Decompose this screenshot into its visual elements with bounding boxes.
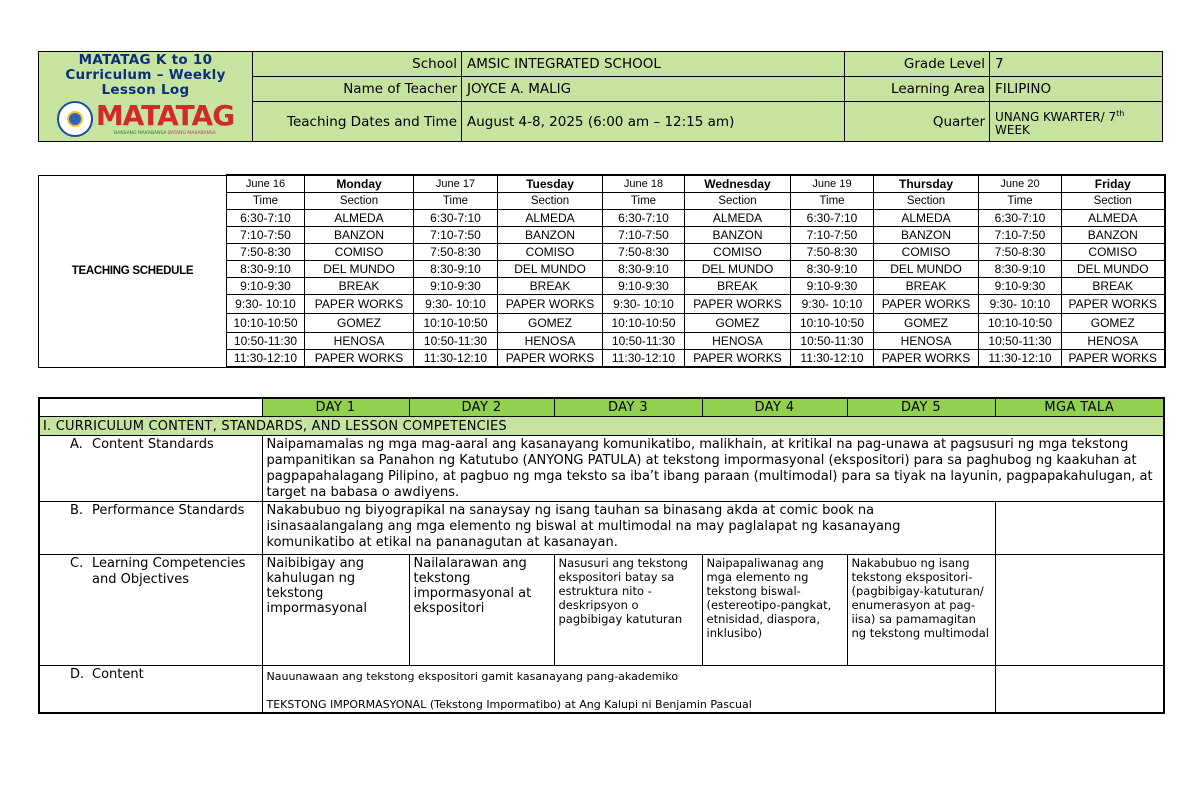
schedule-section-cell: GOMEZ (305, 314, 414, 333)
content-label-cell: D. Content (39, 666, 262, 714)
schedule-day-name-3: Wednesday (685, 175, 791, 193)
schedule-time-cell: 9:10-9:30 (227, 278, 305, 295)
schedule-section-cell: ALMEDA (498, 210, 603, 227)
brand-cell (39, 52, 253, 142)
schedule-time-cell: 10:10-10:50 (227, 314, 305, 333)
content-line-1: Nauunawaan ang tekstong ekspositori gamit kasanayang pang-akademiko (266, 670, 679, 683)
schedule-section-cell: PAPER WORKS (305, 295, 414, 314)
schedule-section-cell: GOMEZ (874, 314, 979, 333)
schedule-section-cell: DEL MUNDO (1062, 261, 1165, 278)
schedule-section-cell: HENOSA (305, 333, 414, 350)
schedule-time-cell: 6:30-7:10 (979, 210, 1062, 227)
schedule-time-cell: 10:50-11:30 (414, 333, 498, 350)
schedule-time-cell: 9:30- 10:10 (603, 295, 685, 314)
schedule-time-cell: 6:30-7:10 (603, 210, 685, 227)
schedule-time-cell: 7:10-7:50 (979, 227, 1062, 244)
section-title: I. CURRICULUM CONTENT, STANDARDS, AND LESSON COMPETENCIES (39, 417, 1164, 436)
schedule-section-header: Section (305, 193, 414, 210)
teacher-value: JOYCE A. MALIG (462, 77, 845, 102)
schedule-time-cell: 7:10-7:50 (603, 227, 685, 244)
schedule-time-header: Time (227, 193, 305, 210)
schedule-time-cell: 9:10-9:30 (791, 278, 874, 295)
school-label: School (253, 52, 462, 77)
schedule-time-cell: 10:50-11:30 (603, 333, 685, 350)
schedule-time-cell: 9:10-9:30 (979, 278, 1062, 295)
competencies-label: Learning Competencies and Objectives (92, 556, 246, 587)
schedule-section-cell: DEL MUNDO (685, 261, 791, 278)
competency-day-3: Nasusuri ang tekstong ekspositori batay sa estruktura nito -deskripsyon o pagbibigay katuturan (554, 555, 702, 666)
schedule-section-cell: DEL MUNDO (305, 261, 414, 278)
schedule-section-cell: HENOSA (498, 333, 603, 350)
schedule-time-cell: 7:10-7:50 (227, 227, 305, 244)
schedule-day-row (39, 175, 1165, 193)
performance-standards-notes (995, 502, 1164, 555)
competency-day-4: Naipapaliwanag ang mga elemento ng tekstong biswal-(estereotipo-pangkat, etnisidad, diaspora, inklusibo) (702, 555, 847, 666)
day-header-5: DAY 5 (847, 398, 995, 417)
schedule-time-cell: 7:50-8:30 (603, 244, 685, 261)
schedule-date-2: June 17 (414, 175, 498, 193)
schedule-time-cell: 11:30-12:10 (791, 350, 874, 368)
schedule-time-cell: 9:10-9:30 (414, 278, 498, 295)
quarter-label: Quarter (845, 102, 990, 142)
schedule-time-cell: 6:30-7:10 (414, 210, 498, 227)
schedule-section-cell: GOMEZ (498, 314, 603, 333)
schedule-time-header: Time (603, 193, 685, 210)
schedule-time-cell: 10:10-10:50 (414, 314, 498, 333)
brand-title: MATATAG K to 10 Curriculum – Weekly Lesson Log (65, 52, 226, 98)
competencies-notes (995, 555, 1164, 666)
schedule-section-header: Section (874, 193, 979, 210)
schedule-date-1: June 16 (227, 175, 305, 193)
matatag-tagline: BANSANG MAKABANSA BATANG MAKABANSA (114, 131, 216, 136)
schedule-time-cell: 10:10-10:50 (979, 314, 1062, 333)
schedule-time-cell: 10:10-10:50 (791, 314, 874, 333)
schedule-day-name-5: Friday (1062, 175, 1165, 193)
schedule-time-cell: 7:50-8:30 (791, 244, 874, 261)
schedule-time-header: Time (791, 193, 874, 210)
schedule-section-header: Section (1062, 193, 1165, 210)
schedule-time-cell: 10:50-11:30 (227, 333, 305, 350)
schedule-time-cell: 10:10-10:50 (603, 314, 685, 333)
grade-level-label: Grade Level (845, 52, 990, 77)
schedule-section-cell: BREAK (1062, 278, 1165, 295)
schedule-day-name-4: Thursday (874, 175, 979, 193)
day-header-4: DAY 4 (702, 398, 847, 417)
schedule-time-cell: 6:30-7:10 (791, 210, 874, 227)
schedule-time-cell: 9:30- 10:10 (227, 295, 305, 314)
competency-day-5: Nakabubuo ng isang tekstong ekspositori-(pagbibigay-katuturan/ enumerasyon at pag-iisa) sa pamamagitan ng tekstong multimodal (847, 555, 995, 666)
content-label: Content (92, 667, 144, 682)
schedule-section-cell: HENOSA (874, 333, 979, 350)
deped-seal-icon (57, 101, 93, 137)
schedule-time-cell: 8:30-9:10 (227, 261, 305, 278)
schedule-time-cell: 7:10-7:50 (791, 227, 874, 244)
schedule-time-cell: 8:30-9:10 (414, 261, 498, 278)
schedule-section-cell: COMISO (874, 244, 979, 261)
learning-area-label: Learning Area (845, 77, 990, 102)
day-header-1: DAY 1 (262, 398, 409, 417)
lesson-log-header (38, 51, 1163, 142)
competencies-label-cell: C. Learning Competencies and Objectives (39, 555, 262, 666)
schedule-time-cell: 8:30-9:10 (979, 261, 1062, 278)
brand-logos (39, 101, 252, 137)
teaching-schedule-table (38, 174, 1166, 368)
schedule-day-name-1: Monday (305, 175, 414, 193)
schedule-section-cell: BREAK (305, 278, 414, 295)
schedule-time-cell: 7:10-7:50 (414, 227, 498, 244)
day-header-blank (39, 398, 262, 417)
schedule-time-cell: 11:30-12:10 (227, 350, 305, 368)
schedule-section-cell: ALMEDA (1062, 210, 1165, 227)
schedule-section-cell: BREAK (498, 278, 603, 295)
schedule-section-cell: DEL MUNDO (874, 261, 979, 278)
schedule-time-cell: 9:30- 10:10 (791, 295, 874, 314)
schedule-time-cell: 7:50-8:30 (414, 244, 498, 261)
teaching-dates-label: Teaching Dates and Time (253, 102, 462, 142)
schedule-section-cell: BREAK (685, 278, 791, 295)
performance-standards-text: Nakabubuo ng biyograpikal na sanaysay ng isang tauhan sa binasang akda at comic book na isinasaalangalang ang mga elemento ng biswal at multimodal na may paglalapat ng kasanayang komunikatibo at etikal na pananagutan at kasanayan. (262, 502, 995, 555)
schedule-time-cell: 10:50-11:30 (979, 333, 1062, 350)
content-standards-label: Content Standards (92, 437, 214, 452)
section-header-row (39, 417, 1164, 436)
content-text (262, 666, 995, 714)
schedule-section-header: Section (498, 193, 603, 210)
teaching-schedule-label: TEACHING SCHEDULE (39, 175, 227, 367)
schedule-section-cell: BREAK (874, 278, 979, 295)
competency-day-2: Nailalarawan ang tekstong impormasyonal at ekspositori (409, 555, 554, 666)
schedule-section-cell: ALMEDA (305, 210, 414, 227)
schedule-section-cell: BANZON (874, 227, 979, 244)
schedule-time-cell: 10:50-11:30 (791, 333, 874, 350)
schedule-section-cell: BANZON (305, 227, 414, 244)
schedule-section-cell: COMISO (305, 244, 414, 261)
quarter-value: UNANG KWARTER/ 7th WEEK (990, 102, 1163, 142)
schedule-time-cell: 11:30-12:10 (979, 350, 1062, 368)
schedule-date-3: June 18 (603, 175, 685, 193)
day-header-3: DAY 3 (554, 398, 702, 417)
schedule-time-cell: 11:30-12:10 (414, 350, 498, 368)
daily-lesson-log-table (38, 397, 1165, 714)
schedule-section-cell: PAPER WORKS (874, 350, 979, 368)
schedule-section-cell: COMISO (685, 244, 791, 261)
schedule-date-4: June 19 (791, 175, 874, 193)
content-notes (995, 666, 1164, 714)
schedule-section-cell: PAPER WORKS (498, 350, 603, 368)
notes-header: MGA TALA (995, 398, 1164, 417)
schedule-time-cell: 8:30-9:10 (603, 261, 685, 278)
content-standards-row (39, 436, 1164, 502)
day-header-row (39, 398, 1164, 417)
schedule-section-cell: COMISO (498, 244, 603, 261)
schedule-section-cell: PAPER WORKS (874, 295, 979, 314)
schedule-time-cell: 9:30- 10:10 (414, 295, 498, 314)
performance-standards-row (39, 502, 1164, 555)
schedule-section-cell: HENOSA (685, 333, 791, 350)
teacher-label: Name of Teacher (253, 77, 462, 102)
performance-standards-label-cell: B. Performance Standards (39, 502, 262, 555)
schedule-time-cell: 8:30-9:10 (791, 261, 874, 278)
content-row (39, 666, 1164, 714)
schedule-section-cell: BANZON (1062, 227, 1165, 244)
schedule-section-cell: GOMEZ (1062, 314, 1165, 333)
schedule-section-cell: COMISO (1062, 244, 1165, 261)
performance-standards-label: Performance Standards (92, 503, 245, 518)
schedule-section-cell: PAPER WORKS (685, 350, 791, 368)
learning-area-value: FILIPINO (990, 77, 1163, 102)
schedule-section-cell: PAPER WORKS (1062, 295, 1165, 314)
grade-level-value: 7 (990, 52, 1163, 77)
schedule-date-5: June 20 (979, 175, 1062, 193)
schedule-section-cell: ALMEDA (874, 210, 979, 227)
schedule-time-cell: 9:10-9:30 (603, 278, 685, 295)
schedule-section-cell: ALMEDA (685, 210, 791, 227)
schedule-time-cell: 7:50-8:30 (979, 244, 1062, 261)
schedule-section-cell: BANZON (498, 227, 603, 244)
schedule-section-cell: PAPER WORKS (498, 295, 603, 314)
schedule-section-cell: GOMEZ (685, 314, 791, 333)
schedule-section-cell: BANZON (685, 227, 791, 244)
matatag-logo: MATATAG (95, 99, 235, 132)
school-value: AMSIC INTEGRATED SCHOOL (462, 52, 845, 77)
schedule-time-cell: 7:50-8:30 (227, 244, 305, 261)
competencies-row (39, 555, 1164, 666)
schedule-time-cell: 6:30-7:10 (227, 210, 305, 227)
schedule-section-cell: PAPER WORKS (305, 350, 414, 368)
schedule-section-header: Section (685, 193, 791, 210)
schedule-section-cell: PAPER WORKS (1062, 350, 1165, 368)
schedule-time-cell: 9:30- 10:10 (979, 295, 1062, 314)
schedule-section-cell: PAPER WORKS (685, 295, 791, 314)
content-line-2: TEKSTONG IMPORMASYONAL (Tekstong Impormatibo) at Ang Kalupi ni Benjamin Pascual (266, 698, 752, 711)
content-standards-text: Naipamamalas ng mga mag-aaral ang kasanayang komunikatibo, malikhain, at kritikal na pag-unawa at pagsusuri ng mga tekstong pampanitikan sa Panahon ng Katutubo (ANYONG PATULA) at tekstong impormasyonal (ekspositori) para sa paghubog ng kaakuhan at pagpapahalagang Pilipino, at pagbuo ng mga teksto sa iba’t ibang paraan (multimodal) para sa tiyak na layunin, pagpapakahulugan, at target na babasa o awdiyens. (262, 436, 1164, 502)
schedule-section-cell: DEL MUNDO (498, 261, 603, 278)
schedule-section-cell: HENOSA (1062, 333, 1165, 350)
schedule-time-header: Time (979, 193, 1062, 210)
content-standards-label-cell: A. Content Standards (39, 436, 262, 502)
teaching-dates-value: August 4-8, 2025 (6:00 am – 12:15 am) (462, 102, 845, 142)
schedule-day-name-2: Tuesday (498, 175, 603, 193)
schedule-time-header: Time (414, 193, 498, 210)
competency-day-1: Naibibigay ang kahulugan ng tekstong impormasyonal (262, 555, 409, 666)
schedule-time-cell: 11:30-12:10 (603, 350, 685, 368)
day-header-2: DAY 2 (409, 398, 554, 417)
